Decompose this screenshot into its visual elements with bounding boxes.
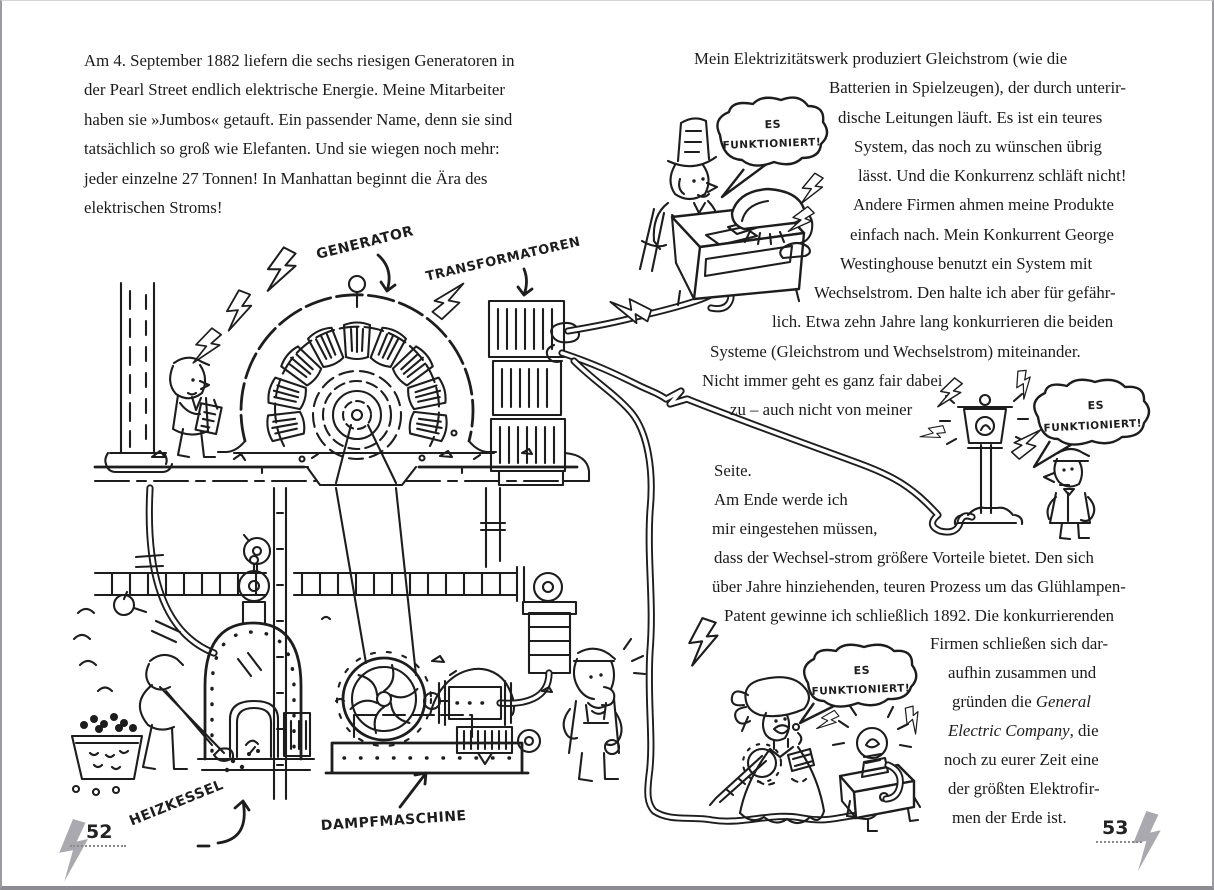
bubble-bulb-line2: FUNKTIONIERT! <box>811 682 911 698</box>
text-line: lich. Etwa zehn Jahre lang konkurrieren die beiden <box>772 312 1114 331</box>
text-line: Mein Elektrizitätswerk produziert Gleichstrom (wie die <box>694 49 1068 68</box>
text-line: men der Erde ist. <box>952 808 1067 827</box>
lightning-bolt-icon <box>1008 422 1044 463</box>
text-line: der Pearl Street endlich elektrische Energie. Meine Mitarbeiter <box>84 80 505 99</box>
lightning-bolt-icon <box>189 325 224 370</box>
text-line: Am 4. September 1882 liefern die sechs riesigen Generatoren in <box>84 51 515 70</box>
generator-illustration <box>218 276 498 485</box>
bubble-bulb-line1: ES <box>853 663 871 678</box>
text-line: Wechselstrom. Den halte ich aber für gefähr- <box>814 283 1116 302</box>
label-steam-engine: DAMPFMASCHINE <box>320 807 468 835</box>
text-line <box>948 721 1099 741</box>
powerplant-illustration <box>72 245 645 799</box>
bubble-desk-line1: ES <box>764 117 782 132</box>
text-line: elektrischen Stroms! <box>84 198 223 217</box>
label-transformers: TRANSFORMATOREN <box>424 234 583 285</box>
lightning-bolt-icon <box>1012 368 1036 400</box>
text-line: mir eingestehen müssen, <box>712 519 878 538</box>
text-line: Batterien in Spielzeugen), der durch unterir- <box>829 78 1126 97</box>
stoker-figure <box>140 655 244 772</box>
text-line: Am Ende werde ich <box>714 490 848 509</box>
pressure-gauge <box>244 535 270 573</box>
label-boiler: HEIZKESSEL <box>127 777 226 830</box>
lightning-bolt-icon <box>798 171 826 208</box>
text-line: einfach nach. Mein Konkurrent George <box>850 225 1114 244</box>
page-number-bolt-icon <box>59 819 88 882</box>
text-line: jeder einzelne 27 Tonnen! In Manhattan beginnt die Ära des <box>84 169 488 188</box>
text-line: Systeme (Gleichstrom und Wechselstrom) miteinander. <box>710 342 1081 361</box>
bubble-lamp-line1: ES <box>1087 398 1105 413</box>
text-line: dass der Wechsel-strom größere Vorteile bietet. Den sich <box>714 548 1094 567</box>
text-line: über Jahre hinziehenden, teuren Prozess um das Glühlampen- <box>712 577 1126 596</box>
text-line: dische Leitungen läuft. Es ist ein teures <box>838 108 1103 127</box>
label-arrow <box>400 773 426 807</box>
text-line: Patent gewinne ich schließlich 1892. Die konkurrierenden <box>724 606 1115 625</box>
engineer-figure <box>170 358 223 457</box>
text-line: System, das noch zu wünschen übrig <box>854 137 1102 156</box>
bubble-lamp-line2: FUNKTIONIERT! <box>1043 417 1143 435</box>
lightning-bolt-icon <box>687 617 719 668</box>
text-segment: gründen die <box>952 692 1036 711</box>
text-line: der größten Elektrofir- <box>948 779 1100 798</box>
page-number-right: 53 <box>1102 817 1129 839</box>
coal-cart <box>72 713 142 795</box>
steam-engine-illustration <box>274 488 645 799</box>
worker-figure <box>564 639 645 781</box>
label-arrow <box>518 269 532 295</box>
text-segment-italic: General <box>1035 692 1091 711</box>
woman-figure <box>710 677 824 823</box>
lightning-bolt-icon <box>224 289 253 333</box>
page-number-rule <box>1096 841 1142 843</box>
text-line: zu – auch nicht von meiner <box>730 400 913 419</box>
page-number-left: 52 <box>86 821 113 843</box>
text-segment: , die <box>1069 721 1099 740</box>
page-number-rule <box>70 845 126 847</box>
text-line: Westinghouse benutzt ein System mit <box>840 254 1093 273</box>
bulb-table <box>814 704 926 831</box>
text-line: Andere Firmen ahmen meine Produkte <box>853 195 1114 214</box>
lightning-bolt-icon <box>919 421 948 447</box>
lightning-bolt-icon <box>263 245 299 296</box>
onlooker-figure <box>1044 449 1094 539</box>
text-line <box>952 692 1091 712</box>
desk-lamp <box>732 189 804 229</box>
pillar <box>105 283 172 472</box>
text-line: aufhin zusammen und <box>948 663 1097 682</box>
text-segment-italic: Electric Company <box>948 721 1070 740</box>
text-line: lässt. Und die Konkurrenz schläft nicht! <box>858 166 1127 185</box>
text-line: Nicht immer geht es ganz fair dabei <box>702 371 943 390</box>
text-line: haben sie »Jumbos« getauft. Ein passender Name, denn sie sind <box>84 110 513 129</box>
label-generator: GENERATOR <box>314 223 416 263</box>
text-line: Seite. <box>714 461 752 480</box>
lightning-bolt-icon <box>900 704 927 736</box>
text-line: tatsächlich so groß wie Elefanten. Und sie wiegen noch mehr: <box>84 139 500 158</box>
label-arrow <box>378 255 395 291</box>
bubble-desk-line2: FUNKTIONIERT! <box>722 136 822 152</box>
text-line: noch zu eurer Zeit eine <box>944 750 1099 769</box>
label-arrow <box>198 801 249 846</box>
text-line: Firmen schließen sich dar- <box>930 634 1109 653</box>
diagram-labels <box>127 223 582 846</box>
